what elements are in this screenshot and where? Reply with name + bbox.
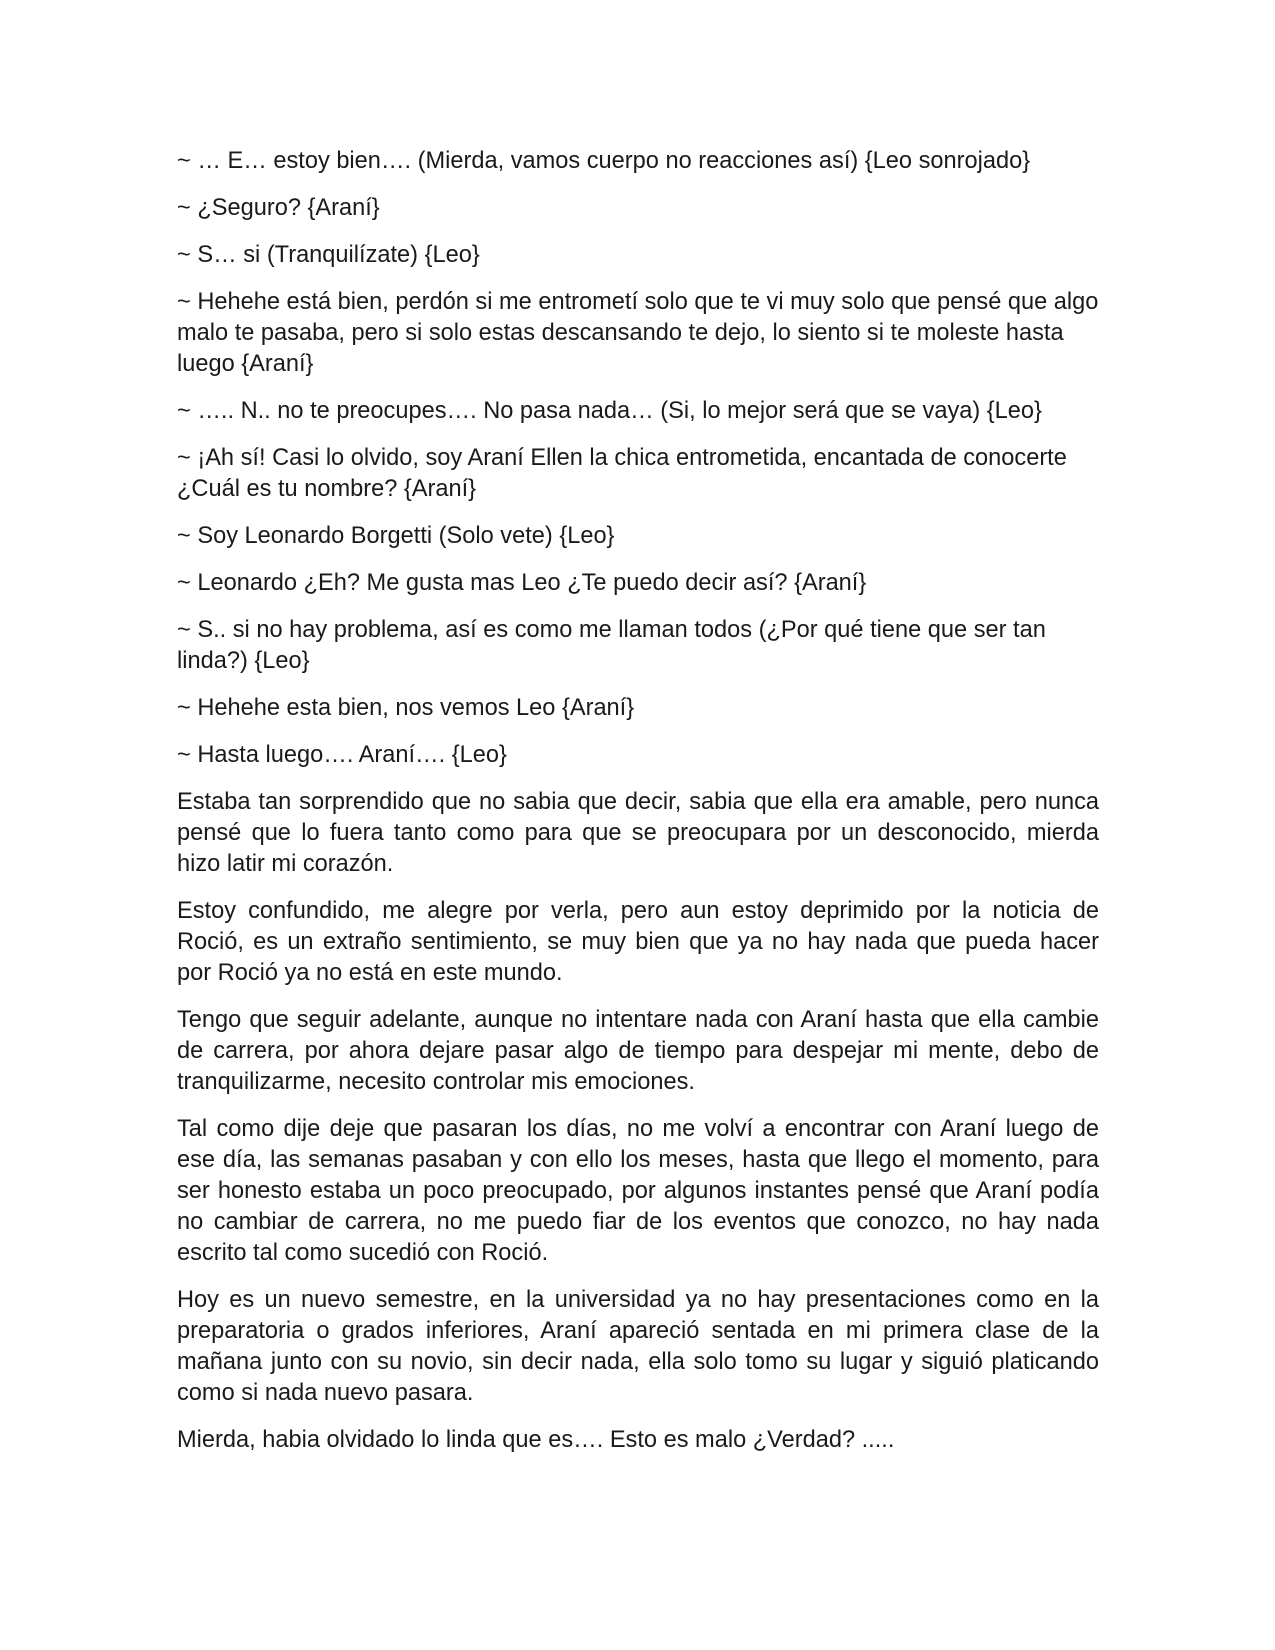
dialogue-line: ~ Soy Leonardo Borgetti (Solo vete) {Leo} xyxy=(177,523,615,549)
document-body xyxy=(177,146,1099,1472)
dialogue-line: ~ Hehehe está bien, perdón si me entrometí solo que te vi muy solo que pensé que algo malo te pasaba, pero si solo estas descansando te dejo, lo siento si te moleste hasta luego {Araní} xyxy=(177,289,1099,377)
dialogue-line: ~ S.. si no hay problema, así es como me llaman todos (¿Por qué tiene que ser tan linda?) {Leo} xyxy=(177,617,1046,674)
narration-paragraph: Mierda, habia olvidado lo linda que es…. Esto es malo ¿Verdad? ..... xyxy=(177,1427,895,1453)
dialogue-line: ~ ….. N.. no te preocupes…. No pasa nada… (Si, lo mejor será que se vaya) {Leo} xyxy=(177,398,1042,424)
narration-paragraph: Hoy es un nuevo semestre, en la universidad ya no hay presentaciones como en la preparatoria o grados inferiores, Araní apareció sentada en mi primera clase de la mañana junto con su novio, sin decir nada, ella solo tomo su lugar y siguió platicando como si nada nuevo pasara. xyxy=(177,1287,1099,1406)
narration-paragraph: Tal como dije deje que pasaran los días, no me volví a encontrar con Araní luego de ese día, las semanas pasaban y con ello los meses, hasta que llego el momento, para ser honesto estaba un poco preocupado, por algunos instantes pensé que Araní podía no cambiar de carrera, no me puedo fiar de los eventos que conozco, no hay nada escrito tal como sucedió con Roció. xyxy=(177,1116,1099,1266)
dialogue-line: ~ ¡Ah sí! Casi lo olvido, soy Araní Ellen la chica entrometida, encantada de conocerte ¿Cuál es tu nombre? {Araní} xyxy=(177,445,1067,502)
dialogue-line: ~ Leonardo ¿Eh? Me gusta mas Leo ¿Te puedo decir así? {Araní} xyxy=(177,570,867,596)
dialogue-line: ~ Hasta luego…. Araní…. {Leo} xyxy=(177,742,507,768)
dialogue-line: ~ ¿Seguro? {Araní} xyxy=(177,195,380,221)
dialogue-line: ~ … E… estoy bien…. (Mierda, vamos cuerpo no reacciones así) {Leo sonrojado} xyxy=(177,148,1031,174)
narration-paragraph: Estaba tan sorprendido que no sabia que decir, sabia que ella era amable, pero nunca pensé que lo fuera tanto como para que se preocupara por un desconocido, mierda hizo latir mi corazón. xyxy=(177,789,1099,877)
dialogue-line: ~ S… si (Tranquilízate) {Leo} xyxy=(177,242,480,268)
narration-paragraph: Estoy confundido, me alegre por verla, pero aun estoy deprimido por la noticia de Roció, es un extraño sentimiento, se muy bien que ya no hay nada que pueda hacer por Roció ya no está en este mundo. xyxy=(177,898,1099,986)
narration-paragraph: Tengo que seguir adelante, aunque no intentare nada con Araní hasta que ella cambie de carrera, por ahora dejare pasar algo de tiempo para despejar mi mente, debo de tranquilizarme, necesito controlar mis emociones. xyxy=(177,1007,1099,1095)
dialogue-line: ~ Hehehe esta bien, nos vemos Leo {Araní} xyxy=(177,695,635,721)
